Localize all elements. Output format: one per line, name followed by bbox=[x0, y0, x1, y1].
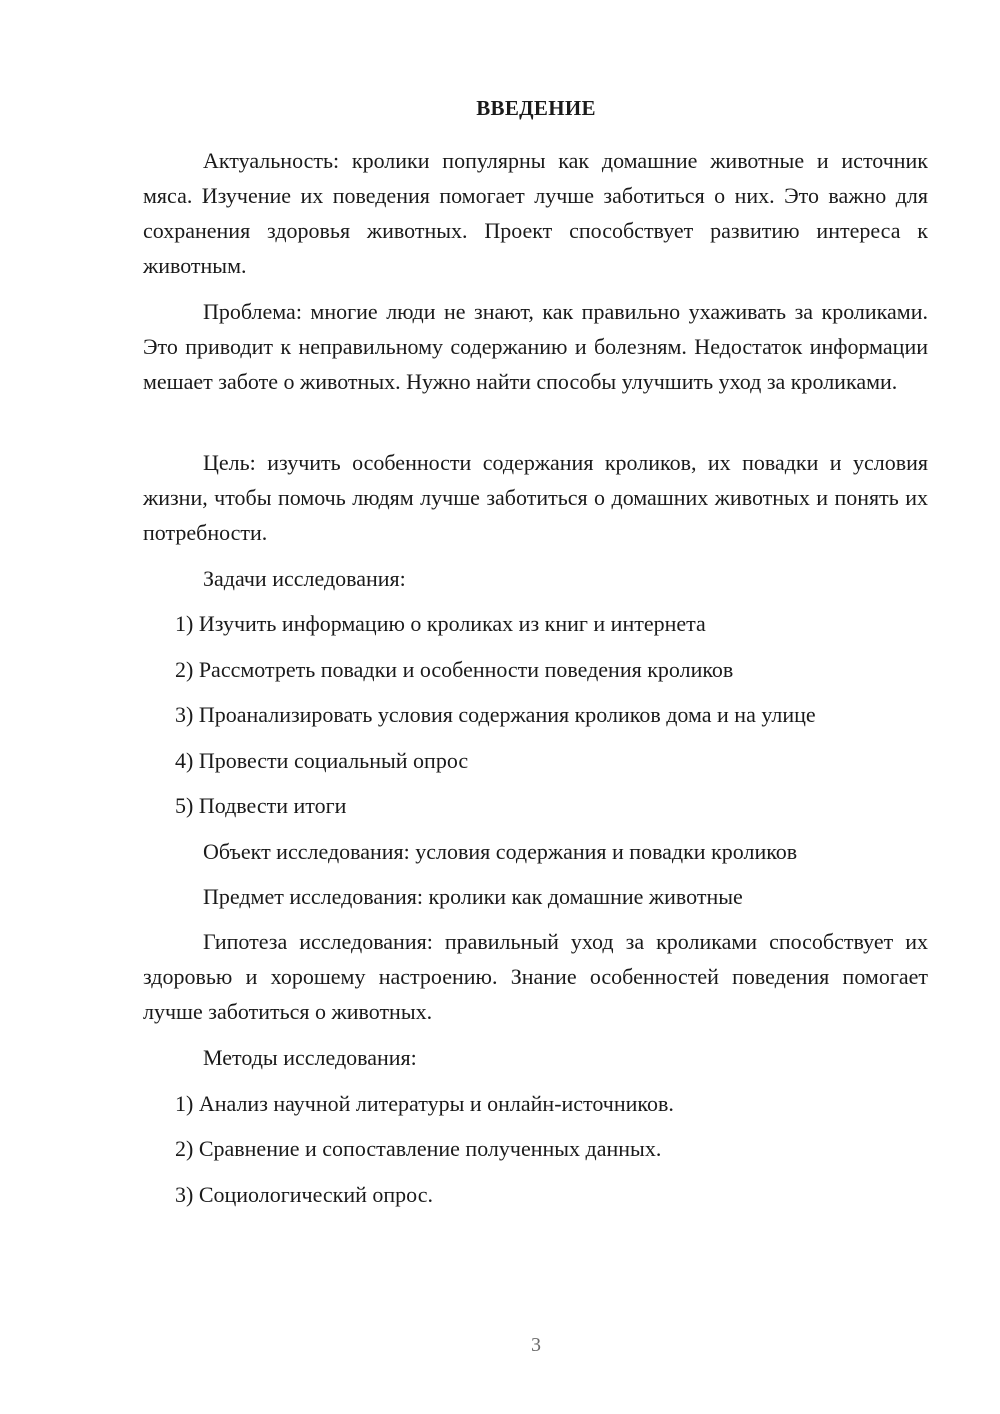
tasks-heading: Задачи исследования: bbox=[203, 566, 406, 591]
hypothesis-paragraph: Гипотеза исследования: правильный уход за кроликами способствует их здоровью и хорошему настроению. Знание особенностей поведения помогает лучше заботиться о животных. bbox=[143, 929, 928, 1024]
method-item: 1) Анализ научной литературы и онлайн-источников. bbox=[175, 1091, 674, 1116]
page-number: 3 bbox=[531, 1334, 541, 1356]
goal-paragraph: Цель: изучить особенности содержания кроликов, их повадки и условия жизни, чтобы помочь людям лучше заботиться о домашних животных и понять их потребности. bbox=[143, 450, 928, 545]
task-item: 2) Рассмотреть повадки и особенности поведения кроликов bbox=[175, 657, 734, 682]
task-item: 3) Проанализировать условия содержания кроликов дома и на улице bbox=[175, 702, 816, 727]
task-item: 1) Изучить информацию о кроликах из книг и интернета bbox=[175, 611, 706, 636]
task-item: 4) Провести социальный опрос bbox=[175, 748, 469, 773]
task-item: 5) Подвести итоги bbox=[175, 793, 347, 818]
object-line: Объект исследования: условия содержания и повадки кроликов bbox=[203, 839, 798, 864]
method-item: 3) Социологический опрос. bbox=[175, 1182, 433, 1207]
relevance-paragraph: Актуальность: кролики популярны как домашние животные и источник мяса. Изучение их поведения помогает лучше заботиться о них. Это важно для сохранения здоровья животных. Проект способствует развитию интереса к животным. bbox=[143, 148, 928, 278]
methods-heading: Методы исследования: bbox=[203, 1045, 417, 1070]
problem-paragraph: Проблема: многие люди не знают, как правильно ухаживать за кроликами. Это приводит к неправильному содержанию и болезням. Недостаток информации мешает заботе о животных. Нужно найти способы улучшить уход за кроликами. bbox=[143, 299, 928, 394]
method-item: 2) Сравнение и сопоставление полученных данных. bbox=[175, 1136, 662, 1161]
subject-line: Предмет исследования: кролики как домашние животные bbox=[203, 884, 743, 909]
section-title: ВВЕДЕНИЕ bbox=[476, 96, 596, 120]
